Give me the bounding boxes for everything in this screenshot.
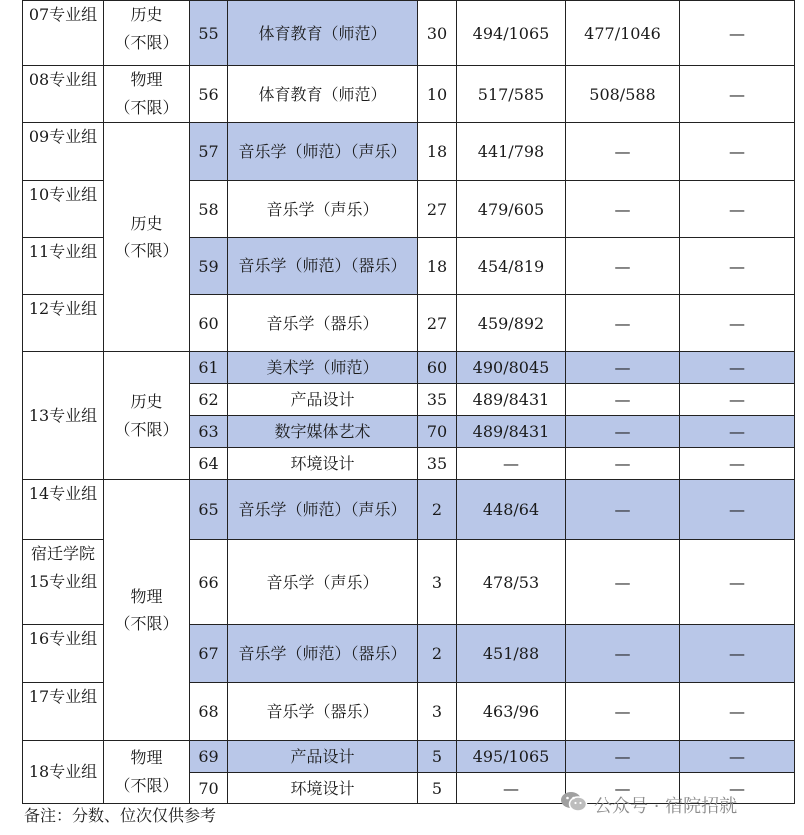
score-cell: — <box>680 625 795 683</box>
code-cell: 55 <box>190 1 228 66</box>
code-cell: 68 <box>190 683 228 741</box>
group-cell: 10专业组 <box>23 181 104 238</box>
score-cell: — <box>566 181 680 238</box>
score-cell: — <box>680 773 795 804</box>
score-cell: — <box>680 181 795 238</box>
code-cell: 62 <box>190 384 228 416</box>
group-cell: 07专业组 <box>23 1 104 66</box>
code-cell: 67 <box>190 625 228 683</box>
major-cell: 音乐学（师范）（器乐） <box>228 238 418 295</box>
code-cell: 58 <box>190 181 228 238</box>
major-cell: 音乐学（声乐） <box>228 540 418 625</box>
code-cell: 61 <box>190 352 228 384</box>
group-cell: 08专业组 <box>23 66 104 123</box>
score-cell: 478/53 <box>457 540 566 625</box>
plan-cell: 30 <box>418 1 457 66</box>
score-cell: 441/798 <box>457 123 566 181</box>
table-row <box>23 352 795 384</box>
subject-cell: 物理 （不限） <box>104 480 190 741</box>
score-cell: — <box>566 683 680 741</box>
score-cell: — <box>680 683 795 741</box>
code-cell: 63 <box>190 416 228 448</box>
plan-cell: 5 <box>418 741 457 773</box>
group-cell: 宿迁学院15专业组 <box>23 540 104 625</box>
group-cell: 17专业组 <box>23 683 104 741</box>
score-cell: 489/8431 <box>457 384 566 416</box>
score-cell: 459/892 <box>457 295 566 352</box>
code-cell: 65 <box>190 480 228 540</box>
score-cell: — <box>566 741 680 773</box>
score-cell: — <box>680 1 795 66</box>
group-cell: 14专业组 <box>23 480 104 540</box>
score-cell: 508/588 <box>566 66 680 123</box>
code-cell: 56 <box>190 66 228 123</box>
table-row <box>23 480 795 540</box>
score-cell: — <box>680 384 795 416</box>
major-cell: 数字媒体艺术 <box>228 416 418 448</box>
code-cell: 69 <box>190 741 228 773</box>
score-cell: — <box>680 352 795 384</box>
score-cell: — <box>566 352 680 384</box>
major-cell: 音乐学（器乐） <box>228 295 418 352</box>
major-cell: 音乐学（器乐） <box>228 683 418 741</box>
score-cell: — <box>680 295 795 352</box>
score-cell: — <box>680 416 795 448</box>
score-cell: 494/1065 <box>457 1 566 66</box>
score-cell: — <box>680 741 795 773</box>
footnote: 备注：分数、位次仅供参考 <box>24 806 217 825</box>
table-row <box>23 123 795 181</box>
table-row <box>23 66 795 123</box>
subject-cell: 历史 （不限） <box>104 1 190 66</box>
group-cell: 12专业组 <box>23 295 104 352</box>
score-cell: — <box>566 540 680 625</box>
score-cell: — <box>566 384 680 416</box>
score-cell: — <box>566 416 680 448</box>
major-cell: 音乐学（师范）（器乐） <box>228 625 418 683</box>
admission-table <box>22 0 795 804</box>
score-cell: 490/8045 <box>457 352 566 384</box>
watermark-text: 公众号 · 宿院招就 <box>594 795 738 817</box>
score-cell: 517/585 <box>457 66 566 123</box>
subject-cell: 历史 （不限） <box>104 123 190 352</box>
score-cell: — <box>457 773 566 804</box>
plan-cell: 27 <box>418 181 457 238</box>
score-cell: — <box>566 480 680 540</box>
code-cell: 59 <box>190 238 228 295</box>
plan-cell: 3 <box>418 540 457 625</box>
score-cell: — <box>680 238 795 295</box>
major-cell: 体育教育（师范） <box>228 66 418 123</box>
plan-cell: 2 <box>418 480 457 540</box>
major-cell: 产品设计 <box>228 741 418 773</box>
score-cell: — <box>680 123 795 181</box>
plan-cell: 70 <box>418 416 457 448</box>
score-cell: 451/88 <box>457 625 566 683</box>
score-cell: — <box>566 448 680 480</box>
plan-cell: 35 <box>418 384 457 416</box>
score-cell: — <box>566 773 680 804</box>
score-cell: 463/96 <box>457 683 566 741</box>
major-cell: 体育教育（师范） <box>228 1 418 66</box>
major-cell: 美术学（师范） <box>228 352 418 384</box>
table-row <box>23 1 795 66</box>
group-cell: 09专业组 <box>23 123 104 181</box>
plan-cell: 27 <box>418 295 457 352</box>
score-cell: 489/8431 <box>457 416 566 448</box>
score-cell: — <box>680 448 795 480</box>
score-cell: 495/1065 <box>457 741 566 773</box>
code-cell: 66 <box>190 540 228 625</box>
code-cell: 64 <box>190 448 228 480</box>
score-cell: 454/819 <box>457 238 566 295</box>
plan-cell: 18 <box>418 123 457 181</box>
score-cell: — <box>680 540 795 625</box>
code-cell: 57 <box>190 123 228 181</box>
major-cell: 音乐学（师范）（声乐） <box>228 480 418 540</box>
score-cell: 477/1046 <box>566 1 680 66</box>
score-cell: — <box>680 480 795 540</box>
score-cell: — <box>566 238 680 295</box>
subject-cell: 物理 （不限） <box>104 66 190 123</box>
group-cell: 11专业组 <box>23 238 104 295</box>
major-cell: 环境设计 <box>228 448 418 480</box>
group-cell: 13专业组 <box>23 352 104 480</box>
score-cell: — <box>566 295 680 352</box>
plan-cell: 35 <box>418 448 457 480</box>
major-cell: 环境设计 <box>228 773 418 804</box>
plan-cell: 2 <box>418 625 457 683</box>
plan-cell: 3 <box>418 683 457 741</box>
group-cell: 16专业组 <box>23 625 104 683</box>
score-cell: — <box>680 66 795 123</box>
plan-cell: 18 <box>418 238 457 295</box>
score-cell: 479/605 <box>457 181 566 238</box>
table-row <box>23 741 795 773</box>
group-cell: 18专业组 <box>23 741 104 804</box>
plan-cell: 5 <box>418 773 457 804</box>
wechat-icon <box>560 790 594 819</box>
major-cell: 音乐学（声乐） <box>228 181 418 238</box>
plan-cell: 10 <box>418 66 457 123</box>
major-cell: 音乐学（师范）（声乐） <box>228 123 418 181</box>
major-cell: 产品设计 <box>228 384 418 416</box>
code-cell: 70 <box>190 773 228 804</box>
subject-cell: 历史 （不限） <box>104 352 190 480</box>
subject-cell: 物理 （不限） <box>104 741 190 804</box>
score-cell: — <box>566 625 680 683</box>
score-cell: — <box>566 123 680 181</box>
score-cell: 448/64 <box>457 480 566 540</box>
code-cell: 60 <box>190 295 228 352</box>
plan-cell: 60 <box>418 352 457 384</box>
watermark <box>560 790 737 819</box>
score-cell: — <box>457 448 566 480</box>
